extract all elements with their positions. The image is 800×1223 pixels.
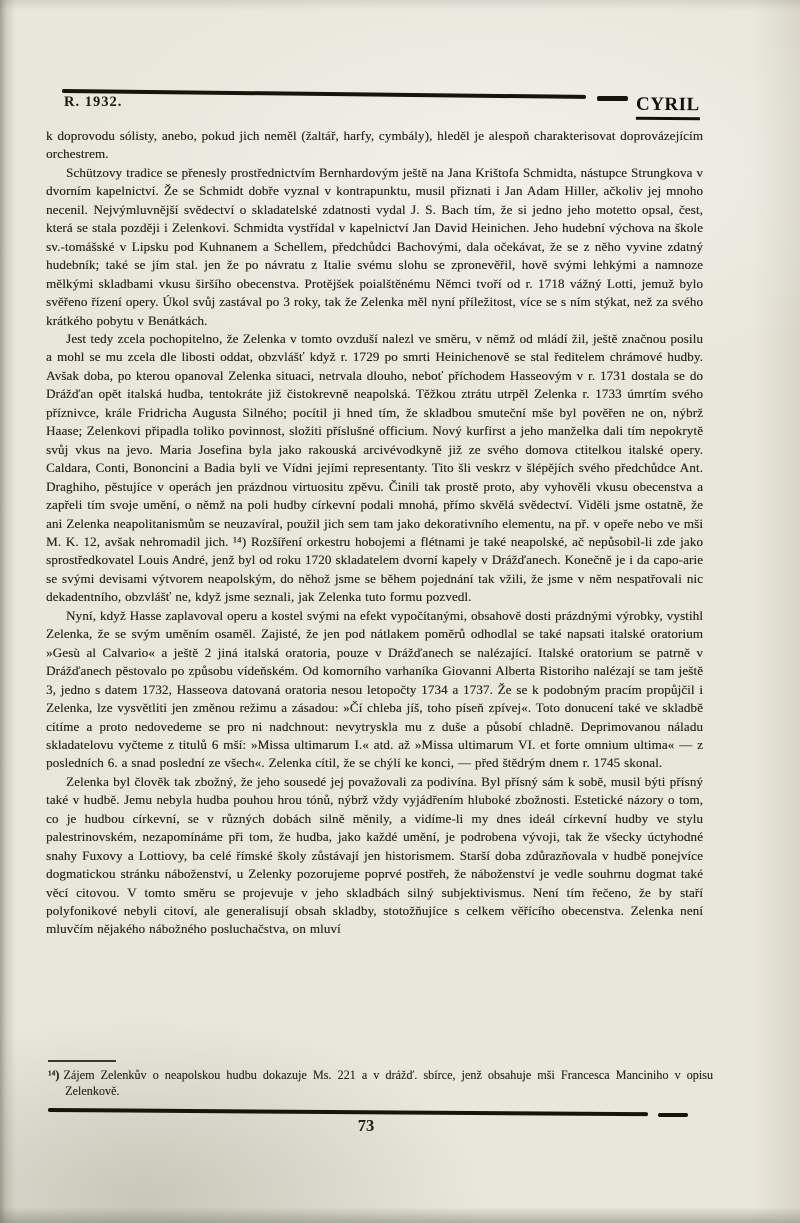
footer-rule [48, 1108, 648, 1116]
header-rule [62, 89, 586, 99]
paragraph-continuation: k doprovodu sólisty, anebo, pokud jich neměl (žaltář, harfy, cymbály), hleděl je alespoň charakterisovat doprovázejícím orchestrem. [46, 128, 703, 162]
page-number: 73 [357, 1116, 375, 1135]
footnote-separator-rule [48, 1060, 116, 1062]
article-body [46, 127, 703, 939]
header-journal-title: CYRIL [636, 94, 700, 120]
footnote-text: Zájem Zelenkův o neapolskou hudbu dokazuje Ms. 221 a v drážď. sbírce, jenž obsahuje mši Francesca Manciniho v opisu Zelenkově. [63, 1068, 713, 1098]
paragraph-schutz-tradition: Schützovy tradice se přenesly prostřednictvím Bernhardovým ještě na Jana Krištofa Schmidta, nástupce Strungkova v dvorním kapelnictví. Že se Schmidt dobře vyznal v kontrapunktu, musil přiznati i Jan Adam Hiller, ačkoliv jej mnoho necenil. Nejvýmluvnější svědectví o skladatelské zdatnosti vydal J. S. Bach tím, že si jedno jeho motetto opsal, čest, která se stala později i Zelenkovi. Schmidta vystřídal v kapelnictví Jan David Heinichen. Jeho hudební výchova na škole sv.-tomášské v Lipsku pod Kuhnanem a Schellem, předchůdci Bachovými, dala očekávat, že se z něho vyvine zdatný hudebník; také se jím stal. jen že po návratu z Italie svému slohu se zpronevěřil, hově svými lehkými a namnoze mělkými skladbami vkusu širšího obecenstva. Protějšek poialštěnému Němci tvoří od r. 1718 vážný Lotti, jemuž bylo svěřeno řízení opery. Úkol svůj zastával po 3 roky, tak že Zelenka měl nyní příležitost, více se s ním stýkat, než za svého krátkého pobytu v Benátkách. [46, 164, 703, 328]
footnote [48, 1068, 713, 1099]
header-rule-dash [597, 96, 628, 101]
footnote-marker: ¹⁴) [48, 1068, 60, 1082]
paragraph-zelenka-dresden: Jest tedy zcela pochopitelno, že Zelenka v tomto ovzduší nalezl ve směru, v němž od mládí žil, ještě značnou posilu a mohl se mu zcela dle libosti oddat, obzvlášť když r. 1729 po smrti Heinichenově se stal ředitelem chrámové hudby. Avšak doba, po kterou opanoval Zelenka situaci, netrvala dlouho, neboť příchodem Hasseovým v r. 1731 dostala se do Drážďan opět italská hudba, tentokráte již čistokrevně neapolská. Těžkou ztrátu utrpěl Zelenka r. 1733 úmrtím svého příznivce, krále Fridricha Augusta Silného; pocítil ji hned tím, že skladbou smuteční mše byl pověřen ne on, nýbrž Haase; Zelenkovi připadla toliko povinnost, složiti příslušné officium. Nový kurfirst a jeho manželka dali tím nepokrytě svůj vkus na jevo. Maria Josefina byla jako rakouská arcivévodkyně již ze svého domova ctitelkou italské opery. Caldara, Conti, Bononcini a Badia byli ve Vídni jejími representanty. Tito šli veskrz v šlépějích svého předchůdce Ant. Draghiho, pěstujíce v operách jen prázdnou virtuositu zpěvu. Činili tak prostě proto, aby vyhověli vkusu obecenstva a zapřeli tím svoje umění, o němž na poli hudby církevní podali mnohá, přímo skvělá svědectví. Viděli jsme ostatně, že ani Zelenka neapolitanismům se neuzavíral, použil jich sem tam jako dekorativního elementu, na př. v opeře nebo ve mši M. K. 12, avšak nehromadil jich. ¹⁴) Rozšíření orkestru hobojemi a flétnami je také neapolské, ač nepůsobil-li zde jako sprostředkovatel Louis André, jenž byl od roku 1720 skladatelem dvorní kapely v Drážďanech. Konečně je i da capo-arie se svými devisami výtvorem neapolským, do něhož jsme se během pojednání tak vžili, že jsme v něm nespatřovali nic dekadentního, obzvlášť ne, když jsme seznali, jak Zelenka tuto formu pozvedl. [46, 330, 703, 605]
paragraph-hasse-oratoria: Nyní, když Hasse zaplavoval operu a kostel svými na efekt vypočítanými, obsahově dosti prázdnými výrobky, vystihl Zelenka, že se svým uměním osaměl. Zajisté, že jen pod nátlakem poměrů odhodlal se také napsati italské oratorium »Gesù al Calvario« a ještě 2 jiná italská oratoria, pouze v Drážďanech se nalézající. Italské oratorium se patrně v Drážďanech pěstovalo po způsobu vídeňském. Od komorního varhaníka Giovanni Alberta Ristoriho nalézají se tam ještě 3, jedno s datem 1732, Hasseova datovaná oratoria nesou letopočty 1734 a 1737. Že se k podobným pracím propůjčil i Zelenka, lze vysvětliti jen změnou režimu a zásadou: »Čí chleba jíš, toho píseň zpívej«. Toto donucení také ve skladbě cítíme a proto nedovedeme se pro ni nadchnout: nevytryskla mu z duše a působí chladně. Deprimovanou náladu skladatelovu vyčteme z titulů 6 mší: »Missa ultimarum I.« atd. až »Missa ultimarum VI. et forte omnium ultima« — z posledních 6. a snad poslední ze všech«. Zelenka cítil, že se chýlí ke konci, — před štědrým dnem r. 1745 skonal. [46, 607, 703, 771]
paragraph-zelenka-piety: Zelenka byl člověk tak zbožný, že jeho sousedé jej považovali za podivína. Byl přísný sám k sobě, musil býti přísný také v hudbě. Jemu nebyla hudba pouhou hrou tónů, nýbrž vždy vyjádřením hluboké zbožnosti. Estetické názory o tom, co je hudbou církevní, se v různých dobách silně měnily, a vidíme-li my dnes ideál církevní hudby ve stylu palestrinovském, nezapomínáme při tom, že hudba, jako každé umění, je podrobena vývoji, tak že všecky úctyhodné snahy Fuxovy a Lottiovy, ba celé římské školy zůstávají jen historismem. Starší doba zdůrazňovala v hudbě ponejvíce dogmatickou stránku náboženství, u Zelenky pozorujeme poprvé postřeh, že náboženství je vedle souhrnu dogmat také věcí citovou. V tomto směru se projevuje v jeho skladbách silný subjektivismus. Není tím řečeno, že by staří polyfonikové nebyli citoví, ale generalisují obsah skladby, stotožňujíce s celkem věřícího obecenstva. Zelenka není mluvčím nějakého nábožného posluchačstva, on mluví [46, 773, 703, 937]
header-volume-year: R. 1932. [64, 94, 123, 110]
